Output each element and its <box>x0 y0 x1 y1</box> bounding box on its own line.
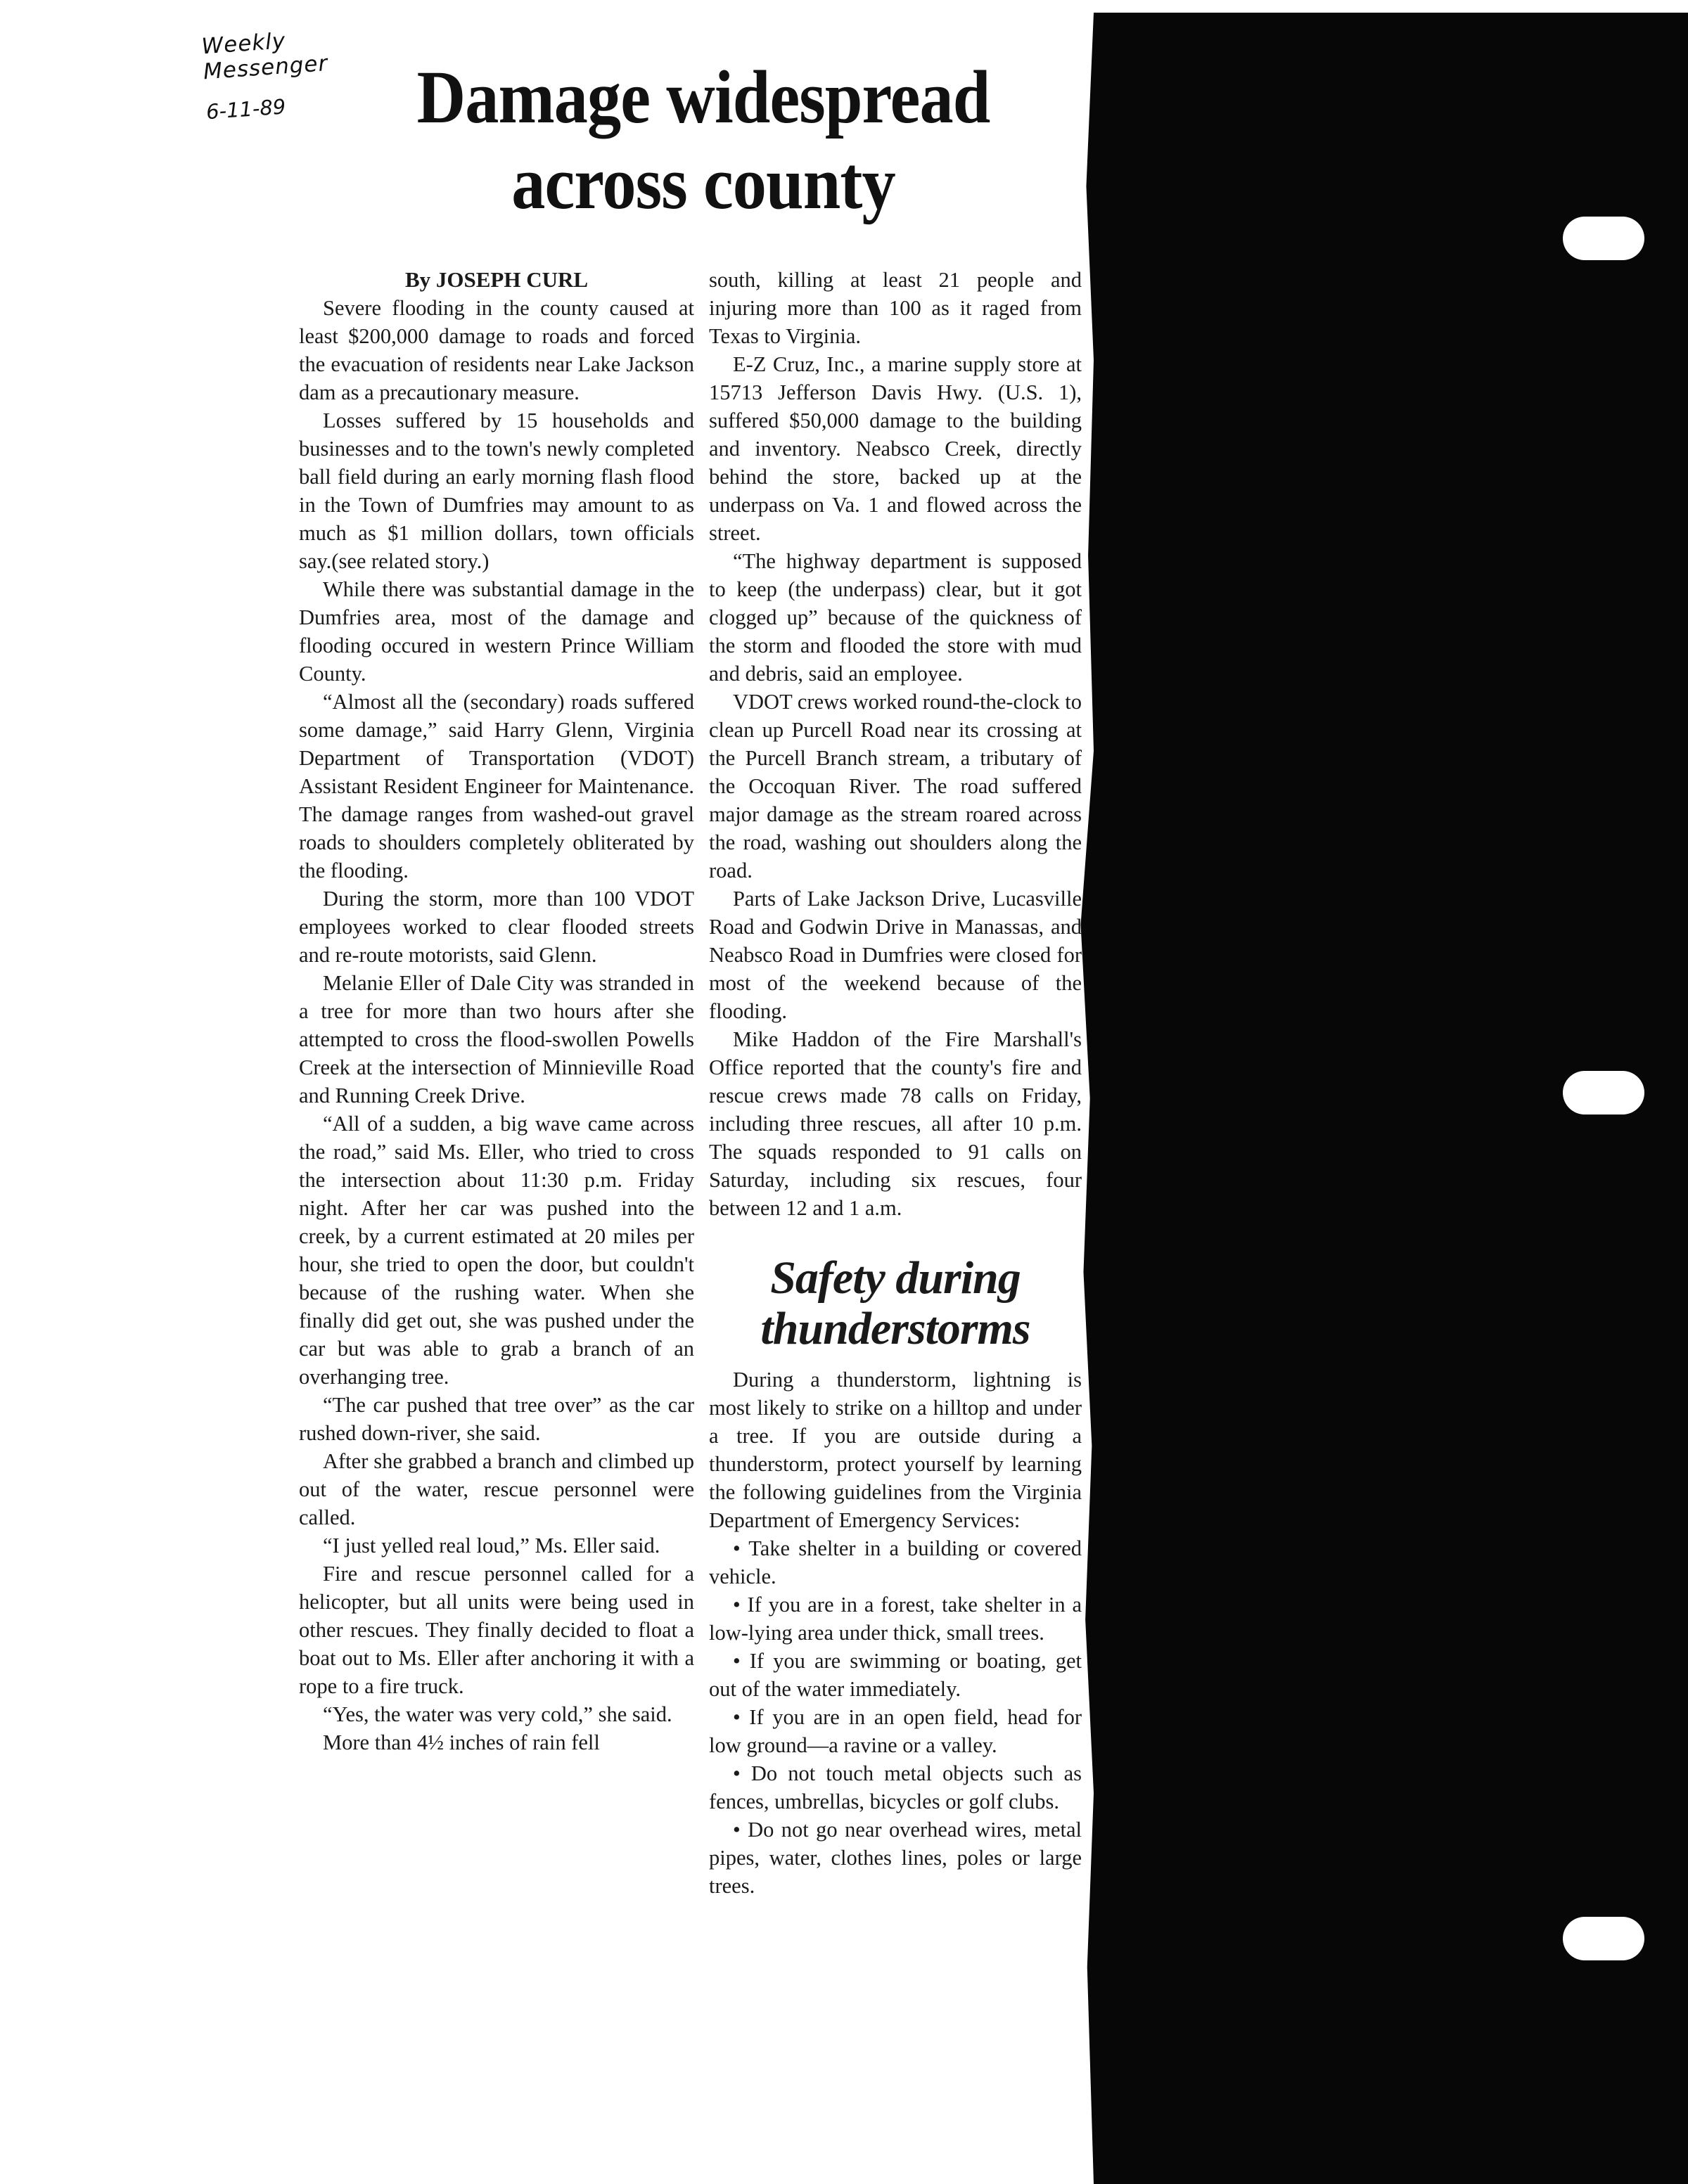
binder-hole-top <box>1563 217 1644 260</box>
paragraph: E-Z Cruz, Inc., a marine supply store at 15713 Jefferson Davis Hwy. (U.S. 1), suffered $50,000 damage to the building and inventory. Neabsco Creek, directly behind the store, backed up at the underpass on Va. 1 and flowed across the street. <box>709 352 1082 545</box>
headline-line-2: across county <box>511 142 895 225</box>
paragraph: VDOT crews worked round-the-clock to clean up Purcell Road near its crossing at the Purcell Branch stream, a tributary of the Occoquan River. The road suffered major damage as the stream roared across the road, washing out shoulders along the road. <box>709 690 1082 882</box>
byline: By JOSEPH CURL <box>404 267 589 292</box>
article-column-right <box>709 266 1082 1900</box>
handwritten-publication: Weekly Messenger <box>200 28 329 85</box>
bullet-text: If you are in a forest, take shelter in a low-lying area under thick, small trees. <box>709 1593 1082 1645</box>
paragraph: “Almost all the (secondary) roads suffered some damage,” said Harry Glenn, Virginia Department of Transportation (VDOT) Assistant Resident Engineer for Maintenance. The damage ranges from washed-out gravel roads to shoulders completely obliterated by the flooding. <box>299 690 694 882</box>
paragraph: Fire and rescue personnel called for a helicopter, but all units were being used in other rescues. They finally decided to float a boat out to Ms. Eller after anchoring it with a rope to a fire truck. <box>299 1562 694 1698</box>
sidebar-bullet: • Take shelter in a building or covered vehicle. <box>709 1536 1082 1588</box>
sidebar-intro: During a thunderstorm, lightning is most likely to strike on a hilltop and under a tree. If you are outside during a thunderstorm, protect yourself by learning the following guidelines from the Virginia Department of Emergency Services: <box>709 1368 1082 1532</box>
binder-hole-middle <box>1563 1071 1644 1115</box>
article-column-left <box>299 266 694 1756</box>
paragraph: “All of a sudden, a big wave came across the road,” said Ms. Eller, who tried to cross the intersection about 11:30 p.m. Friday night. After her car was pushed into the creek, by a current estimated at 20 miles per hour, she tried to open the door, but couldn't because of the rushing water. When she finally did get out, she was pushed under the car but was able to grab a branch of an overhanging tree. <box>299 1112 694 1389</box>
paragraph-continued: south, killing at least 21 people and injuring more than 100 as it raged from Texas to Virginia. <box>709 268 1082 348</box>
paragraph: Mike Haddon of the Fire Marshall's Office reported that the county's fire and rescue crews made 78 calls on Friday, including three rescues, all after 10 p.m. The squads responded to 91 calls on Saturday, including six rescues, four between 12 and 1 a.m. <box>709 1027 1082 1220</box>
handwritten-annotation <box>200 23 376 132</box>
sidebar-title <box>709 1253 1082 1354</box>
bullet-text: Take shelter in a building or covered vehicle. <box>709 1536 1082 1588</box>
headline <box>374 55 1032 226</box>
paragraph: “The car pushed that tree over” as the car rushed down-river, she said. <box>299 1393 694 1445</box>
binder-hole-bottom <box>1563 1917 1644 1960</box>
paragraph: Melanie Eller of Dale City was stranded in a tree for more than two hours after she attempted to cross the flood-swollen Powells Creek at the intersection of Minnieville Road and Running Creek Drive. <box>299 971 694 1107</box>
paragraph: While there was substantial damage in the Dumfries area, most of the damage and flooding occured in western Prince William County. <box>299 577 694 686</box>
sidebar-title-line-1: Safety during <box>770 1252 1021 1304</box>
sidebar-bullet: • If you are swimming or boating, get out of the water immediately. <box>709 1649 1082 1701</box>
paragraph: Severe flooding in the county caused at least $200,000 damage to roads and forced the evacuation of residents near Lake Jackson dam as a precautionary measure. <box>299 296 694 404</box>
paragraph: “Yes, the water was very cold,” she said. <box>323 1702 672 1726</box>
paragraph: Losses suffered by 15 households and businesses and to the town's newly completed ball field during an early morning flash flood in the Town of Dumfries may amount to as much as $1 million dollars, town officials say.(see related story.) <box>299 409 694 573</box>
bullet-text: Do not go near overhead wires, metal pipes, water, clothes lines, poles or large trees. <box>709 1818 1082 1898</box>
paragraph: “The highway department is supposed to keep (the underpass) clear, but it got clogged up” because of the quickness of the storm and flooded the store with mud and debris, said an employee. <box>709 549 1082 686</box>
scan-margin <box>0 0 165 2184</box>
paragraph-cut-off: More than 4½ inches of rain fell <box>323 1730 600 1754</box>
handwritten-date: 6-11-89 <box>205 94 287 124</box>
paragraph: Parts of Lake Jackson Drive, Lucasville Road and Godwin Drive in Manassas, and Neabsco Road in Dumfries were closed for most of the weekend because of the flooding. <box>709 887 1082 1023</box>
sidebar-bullet: • Do not touch metal objects such as fences, umbrellas, bicycles or golf clubs. <box>709 1761 1082 1813</box>
sidebar-bullet: • If you are in a forest, take shelter in a low-lying area under thick, small trees. <box>709 1593 1082 1645</box>
paragraph: “I just yelled real loud,” Ms. Eller said. <box>323 1534 660 1557</box>
sidebar-bullet: • If you are in an open field, head for low ground—a ravine or a valley. <box>709 1705 1082 1757</box>
headline-line-1: Damage widespread <box>416 56 990 139</box>
bullet-text: If you are in an open field, head for low ground—a ravine or a valley. <box>709 1705 1082 1757</box>
bullet-text: Do not touch metal objects such as fences, umbrellas, bicycles or golf clubs. <box>709 1761 1082 1813</box>
bullet-text: If you are swimming or boating, get out of the water immediately. <box>709 1649 1082 1701</box>
sidebar-bullet: • Do not go near overhead wires, metal pipes, water, clothes lines, poles or large trees. <box>709 1818 1082 1898</box>
paragraph: During the storm, more than 100 VDOT employees worked to clear flooded streets and re-route motorists, said Glenn. <box>299 887 694 967</box>
sidebar-title-line-2: thunderstorms <box>760 1303 1030 1354</box>
paragraph: After she grabbed a branch and climbed up out of the water, rescue personnel were called. <box>299 1449 694 1529</box>
